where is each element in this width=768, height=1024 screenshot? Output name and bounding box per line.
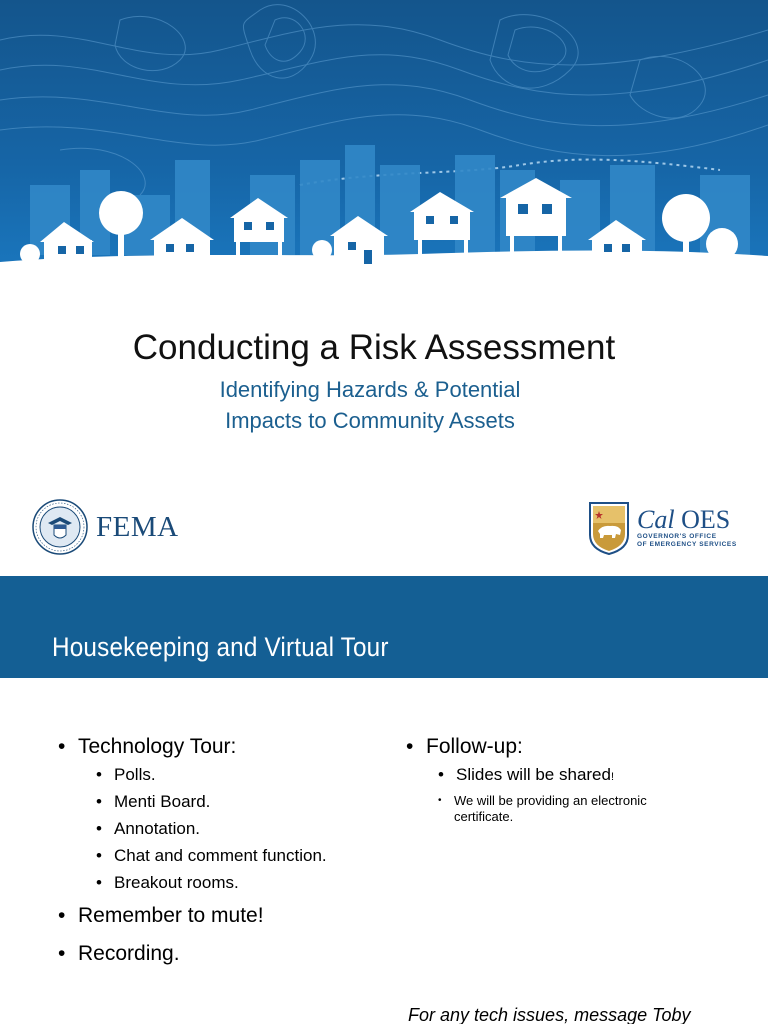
list-item-text: Breakout rooms.: [114, 873, 239, 892]
caloes-cal: Cal: [637, 505, 675, 534]
list-item: [96, 873, 388, 893]
bullet-text: Technology Tour:: [78, 735, 237, 758]
list-item-text: Annotation.: [114, 819, 201, 838]
list-item: [438, 765, 746, 787]
bullet-dot: •: [96, 765, 102, 784]
caloes-oes: OES: [681, 505, 731, 534]
bullet-remember-to-mute: [58, 905, 388, 927]
right-bullet-column: [406, 736, 746, 825]
list-item-text: Menti Board.: [114, 792, 211, 811]
list-item: [96, 792, 388, 812]
caloes-name: [637, 507, 737, 533]
bullet-text: Remember to mute!: [78, 904, 264, 927]
bullet-dot: •: [438, 765, 444, 784]
caloes-subtitle-1: GOVERNOR'S OFFICE: [637, 533, 717, 540]
community-banner-illustration: [0, 0, 768, 272]
slide-header-bar: [0, 576, 768, 678]
list-item: [96, 846, 388, 866]
caloes-bear-badge-icon: [588, 501, 630, 555]
tech-issues-note: For any tech issues, message Toby: [408, 1005, 691, 1024]
list-item-text: [454, 793, 647, 825]
bullet-text: Follow-up:: [426, 735, 523, 758]
slide-title: Housekeeping and Virtual Tour: [52, 632, 389, 662]
bullet-dot: •: [96, 819, 102, 838]
bullet-dot: •: [96, 792, 102, 811]
slides-shared-mark: !: [610, 771, 615, 783]
bullet-dot: •: [406, 735, 414, 758]
caloes-wordmark: [637, 507, 737, 549]
bullet-dot: •: [96, 873, 102, 892]
bullet-dot: •: [58, 904, 66, 927]
list-item: [96, 819, 388, 839]
bullet-dot: •: [438, 795, 442, 806]
subtitle-line-2: Impacts to Community Assets: [225, 408, 515, 433]
slides-shared-text: Slides will be shared: [456, 765, 611, 784]
bullet-dot: •: [58, 942, 66, 965]
caloes-subtitle-2: OF EMERGENCY SERVICES: [637, 541, 737, 548]
housekeeping-slide: [0, 576, 768, 1024]
caloes-logo: [588, 500, 748, 556]
left-bullet-column: [58, 736, 388, 965]
fema-logo: [32, 498, 202, 556]
bullet-recording: [58, 943, 388, 965]
list-item: [96, 765, 388, 785]
bullet-follow-up: [406, 736, 746, 758]
list-item-text: [456, 765, 614, 787]
fema-wordmark: FEMA: [96, 510, 179, 543]
slide-title: Conducting a Risk Assessment: [132, 328, 616, 367]
list-item-text: Chat and comment function.: [114, 846, 327, 865]
bullet-dot: •: [96, 846, 102, 865]
dhs-seal-icon: [32, 499, 88, 555]
certificate-line-1: We will be providing an electronic: [454, 793, 647, 808]
certificate-line-2: certificate.: [454, 809, 514, 824]
slide-subtitle: [0, 374, 740, 436]
list-item-text: Polls.: [114, 765, 156, 784]
subtitle-line-1: Identifying Hazards & Potential: [219, 377, 521, 402]
list-item: [438, 793, 746, 825]
bullet-technology-tour: [58, 736, 388, 758]
bullet-text: Recording.: [78, 942, 180, 965]
bullet-dot: •: [58, 735, 66, 758]
